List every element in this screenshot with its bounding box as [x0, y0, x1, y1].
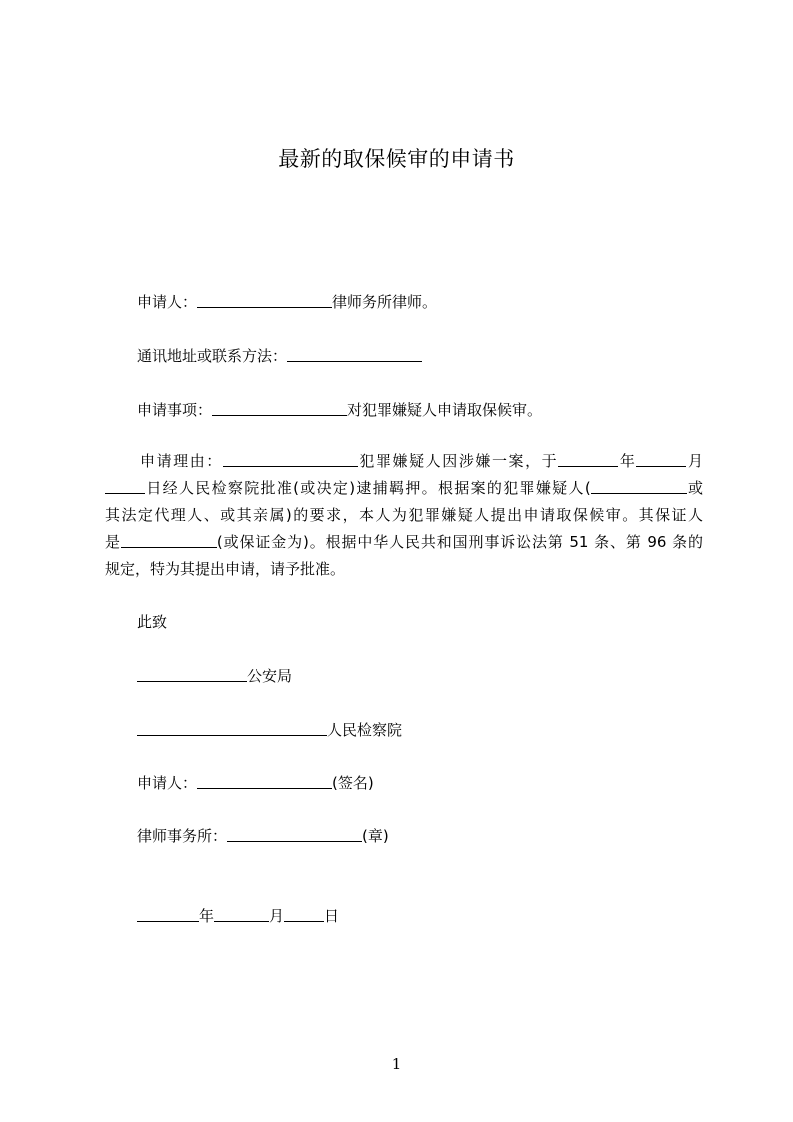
- police-label: 公安局: [247, 667, 293, 685]
- date-day-blank[interactable]: [284, 907, 324, 922]
- reason-line-2: [105, 475, 703, 502]
- reason-year-blank[interactable]: [558, 452, 618, 467]
- matter-blank[interactable]: [212, 401, 347, 416]
- reason-label: 申请理由：: [140, 452, 223, 470]
- date-year-blank[interactable]: [137, 907, 199, 922]
- police-line: [137, 665, 292, 686]
- date-line: [137, 905, 339, 926]
- procuratorate-blank[interactable]: [137, 721, 327, 736]
- reason-text-1: 犯罪嫌疑人因涉嫌一案，于: [357, 452, 559, 470]
- matter-label: 申请事项：: [137, 401, 213, 419]
- salutation: 此致: [137, 613, 168, 631]
- signature-label: 申请人：: [137, 774, 198, 792]
- date-year-label: 年: [199, 907, 215, 925]
- reason-paragraph: [105, 448, 703, 583]
- contact-blank[interactable]: [287, 347, 422, 362]
- reason-day-blank[interactable]: [105, 479, 145, 494]
- signature-line: [137, 772, 374, 793]
- reason-line-4: [105, 529, 703, 556]
- reason-text-2: 日经人民检察院批准(或决定)逮捕羁押。根据案的犯罪嫌疑人(: [145, 479, 591, 497]
- procuratorate-line: [137, 719, 402, 740]
- reason-line-3: [105, 502, 703, 529]
- law-firm-blank[interactable]: [227, 827, 362, 842]
- matter-suffix: 对犯罪嫌疑人申请取保候审。: [347, 401, 543, 419]
- applicant-suffix: 律师务所律师。: [332, 293, 438, 311]
- reason-text-3: 其法定代理人、或其亲属)的要求，本人为犯罪嫌疑人提出申请取保候审。其保证人: [105, 506, 703, 524]
- page-number: 1: [391, 1055, 402, 1073]
- contact-line: [137, 345, 422, 366]
- procuratorate-label: 人民检察院: [327, 721, 403, 739]
- signature-suffix: (签名): [332, 774, 374, 792]
- suspect-blank[interactable]: [591, 479, 687, 494]
- reason-text-2b: 或: [686, 479, 703, 497]
- document-title: 最新的取保候审的申请书: [278, 147, 515, 171]
- reason-month-label: 月: [686, 452, 703, 470]
- police-blank[interactable]: [137, 667, 247, 682]
- applicant-label: 申请人：: [137, 293, 198, 311]
- reason-blank[interactable]: [223, 452, 358, 467]
- reason-text-5: 规定，特为其提出申请，请予批准。: [105, 560, 346, 578]
- date-day-label: 日: [324, 907, 340, 925]
- reason-year-label: 年: [618, 452, 637, 470]
- guarantor-blank[interactable]: [121, 533, 217, 548]
- applicant-line: [137, 291, 437, 312]
- reason-text-4b: (或保证金为)。根据中华人民共和国刑事诉讼法第 51 条、第 96 条的: [216, 533, 703, 551]
- reason-text-4a: 是: [105, 533, 121, 551]
- date-month-label: 月: [269, 907, 285, 925]
- reason-line-1: [105, 448, 703, 475]
- date-month-blank[interactable]: [214, 907, 269, 922]
- applicant-blank[interactable]: [197, 293, 332, 308]
- reason-line-5: [105, 556, 703, 583]
- law-firm-line: [137, 825, 389, 846]
- contact-label: 通讯地址或联系方法：: [137, 347, 288, 365]
- matter-line: [137, 399, 542, 420]
- reason-month-blank[interactable]: [636, 452, 686, 467]
- law-firm-label: 律师事务所：: [137, 827, 228, 845]
- law-firm-suffix: (章): [362, 827, 389, 845]
- signature-blank[interactable]: [197, 774, 332, 789]
